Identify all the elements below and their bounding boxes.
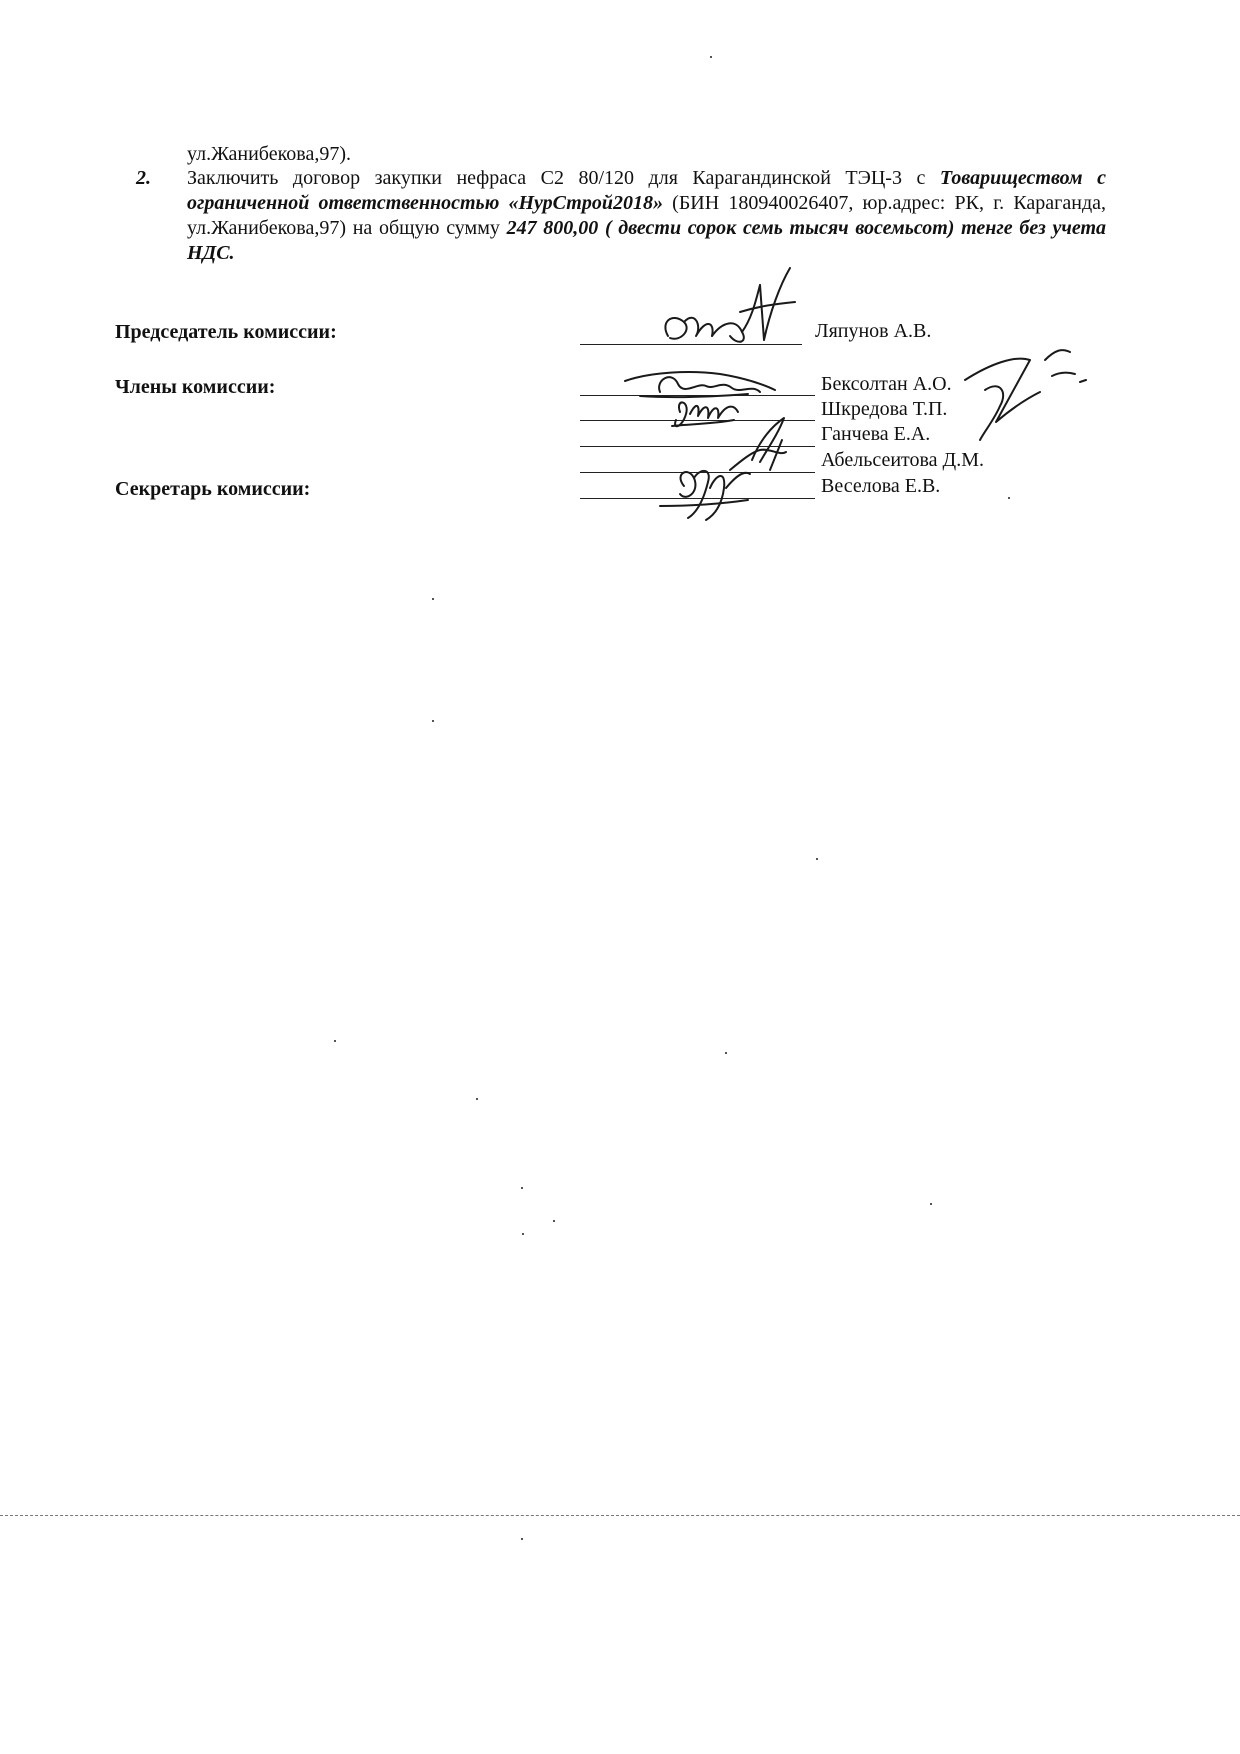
secretary-label: Секретарь комиссии: <box>115 478 311 500</box>
secretary-signature-line <box>580 498 815 499</box>
item-number: 2. <box>136 167 151 189</box>
contract-amount: 247 800,00 ( двести сорок семь тысяч восемьсот) тенге без учета НДС. <box>187 217 1106 264</box>
scan-speck <box>522 1233 524 1235</box>
scan-dashed-line <box>0 1515 1240 1516</box>
chair-name: Ляпунов А.В. <box>815 320 932 342</box>
members-label: Члены комиссии: <box>115 376 276 398</box>
scan-speck <box>476 1098 478 1100</box>
scan-speck <box>334 1040 336 1042</box>
item-text <box>187 166 1106 266</box>
member-name-3: Ганчева Е.А. <box>821 423 931 445</box>
item-text-part1: Заключить договор закупки нефраса С2 80/120 для Карагандинской ТЭЦ-3 с <box>187 167 940 189</box>
scan-speck <box>725 1052 727 1054</box>
scan-speck <box>1008 497 1010 499</box>
member-signature-line-4 <box>580 472 815 473</box>
member-name-1: Бексолтан А.О. <box>821 373 952 395</box>
scan-speck <box>432 720 434 722</box>
scan-speck <box>816 858 818 860</box>
supplier-name: Товариществом с ограниченной ответственностью «НурСтрой2018» <box>187 167 1106 214</box>
secretary-name: Веселова Е.В. <box>821 475 941 497</box>
scan-speck <box>432 598 434 600</box>
member-signature-4 <box>965 350 1086 440</box>
scan-speck <box>553 1220 555 1222</box>
scan-speck <box>521 1187 523 1189</box>
scan-speck <box>710 56 712 58</box>
member-signature-line-2 <box>580 420 815 421</box>
scan-speck <box>930 1203 932 1205</box>
member-signature-1 <box>625 372 775 397</box>
chair-label: Председатель комиссии: <box>115 321 337 343</box>
secretary-signature <box>660 471 750 520</box>
member-name-2: Шкредова Т.П. <box>821 398 948 420</box>
chair-signature-line <box>580 344 802 345</box>
member-signature-3 <box>730 418 786 470</box>
member-name-4: Абельсеитова Д.М. <box>821 449 984 471</box>
decision-item-2 <box>136 166 1106 266</box>
item-text-part2: (БИН 180940026407, юр.адрес: РК, г. Караганда, ул.Жанибекова,97) на общую сумму <box>187 192 1106 239</box>
address-continuation: ул.Жанибекова,97). <box>187 143 352 165</box>
member-signature-line-3 <box>580 446 815 447</box>
chair-signature <box>665 268 795 342</box>
member-signature-line-1 <box>580 395 815 396</box>
member-signature-2 <box>672 402 738 426</box>
scan-speck <box>521 1538 523 1540</box>
